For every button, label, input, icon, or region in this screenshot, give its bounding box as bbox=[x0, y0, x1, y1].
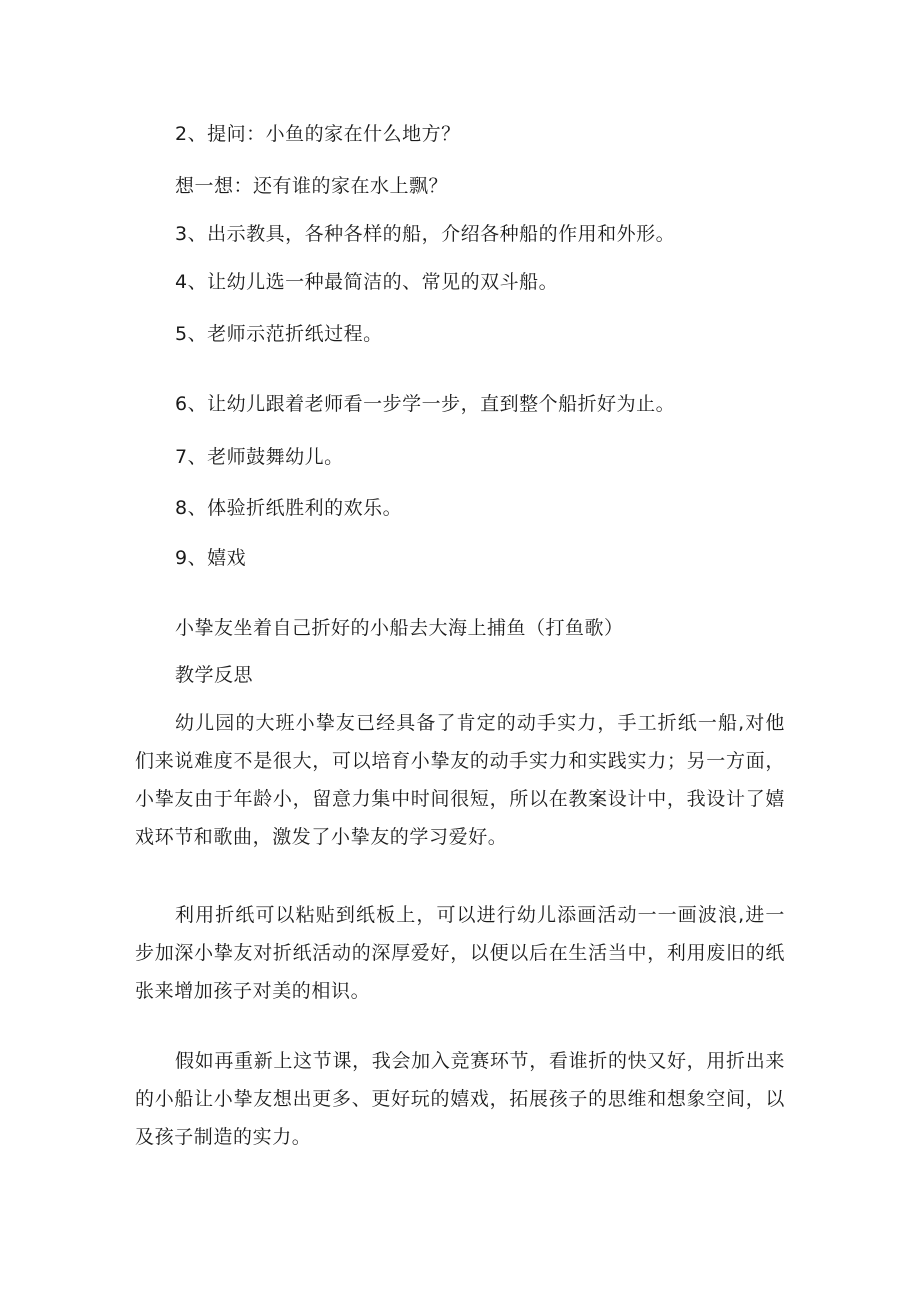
reflection-paragraph-1: 幼儿园的大班小挚友已经具备了肯定的动手实力，手工折纸一船,对他们来说难度不是很大，可以培育小挚友的动手实力和实践实力；另一方面，小挚友由于年龄小，留意力集中时间很短，所以在教案设计中，我设计了嬉戏环节和歌曲，激发了小挚友的学习爱好。 bbox=[135, 712, 785, 848]
reflection-paragraph-3: 假如再重新上这节课，我会加入竞赛环节，看谁折的快又好，用折出来的小船让小挚友想出更多、更好玩的嬉戏，拓展孩子的思维和想象空间，以及孩子制造的实力。 bbox=[135, 1050, 785, 1148]
step-8: 8、体验折纸胜利的欢乐。 bbox=[175, 497, 403, 519]
step-2-think: 想一想：还有谁的家在水上飘？ bbox=[175, 175, 449, 197]
step-9: 9、嬉戏 bbox=[175, 547, 247, 569]
step-7: 7、老师鼓舞幼儿。 bbox=[175, 446, 344, 468]
step-5: 5、老师示范折纸过程。 bbox=[175, 323, 383, 345]
reflection-paragraph-2: 利用折纸可以粘贴到纸板上，可以进行幼儿添画活动一一画波浪,进一步加深小挚友对折纸活动的深厚爱好，以便以后在生活当中，利用废旧的纸张来增加孩子对美的相识。 bbox=[135, 904, 785, 1002]
step-2-question: 2、提问：小鱼的家在什么地方？ bbox=[175, 123, 461, 145]
reflection-heading: 教学反思 bbox=[175, 664, 254, 686]
closing-line: 小挚友坐着自己折好的小船去大海上捕鱼（打鱼歌） bbox=[175, 617, 624, 639]
step-4: 4、让幼儿选一种最简洁的、常见的双斗船。 bbox=[175, 271, 559, 293]
step-3: 3、出示教具，各种各样的船，介绍各种船的作用和外形。 bbox=[175, 223, 676, 245]
step-6: 6、让幼儿跟着老师看一步学一步，直到整个船折好为止。 bbox=[175, 393, 676, 415]
